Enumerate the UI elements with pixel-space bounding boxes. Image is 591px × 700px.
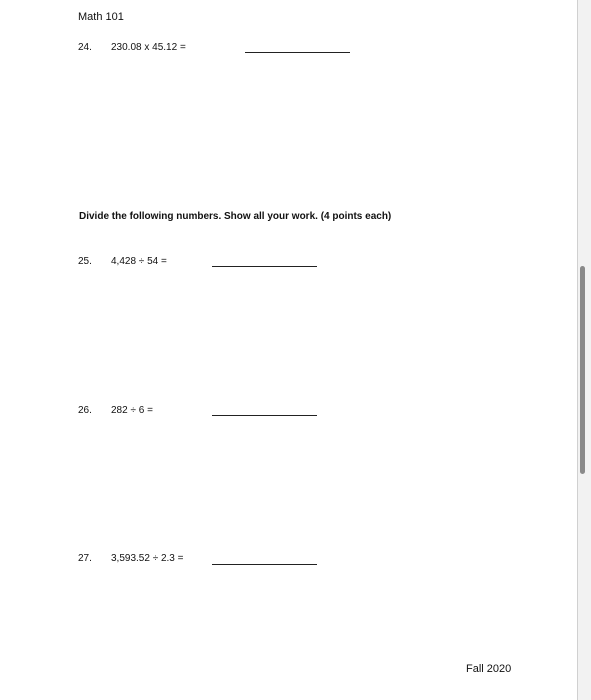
question-27-number: 27. bbox=[78, 553, 92, 564]
question-26-expression: 282 ÷ 6 = bbox=[111, 405, 153, 416]
page-footer: Fall 2020 bbox=[466, 663, 512, 675]
scrollbar-thumb[interactable] bbox=[580, 266, 585, 474]
question-25-number: 25. bbox=[78, 256, 92, 267]
question-25-expression: 4,428 ÷ 54 = bbox=[111, 256, 167, 267]
question-24-answer-line bbox=[245, 52, 350, 53]
question-26-number: 26. bbox=[78, 405, 92, 416]
section-instructions: Divide the following numbers. Show all your work. (4 points each) bbox=[79, 211, 392, 222]
question-27-answer-line bbox=[212, 564, 317, 565]
page-header: Math 101 bbox=[78, 11, 124, 23]
question-24-expression: 230.08 x 45.12 = bbox=[111, 42, 186, 53]
question-26-answer-line bbox=[212, 415, 317, 416]
question-25-answer-line bbox=[212, 266, 317, 267]
question-24-number: 24. bbox=[78, 42, 92, 53]
question-27-expression: 3,593.52 ÷ 2.3 = bbox=[111, 553, 184, 564]
